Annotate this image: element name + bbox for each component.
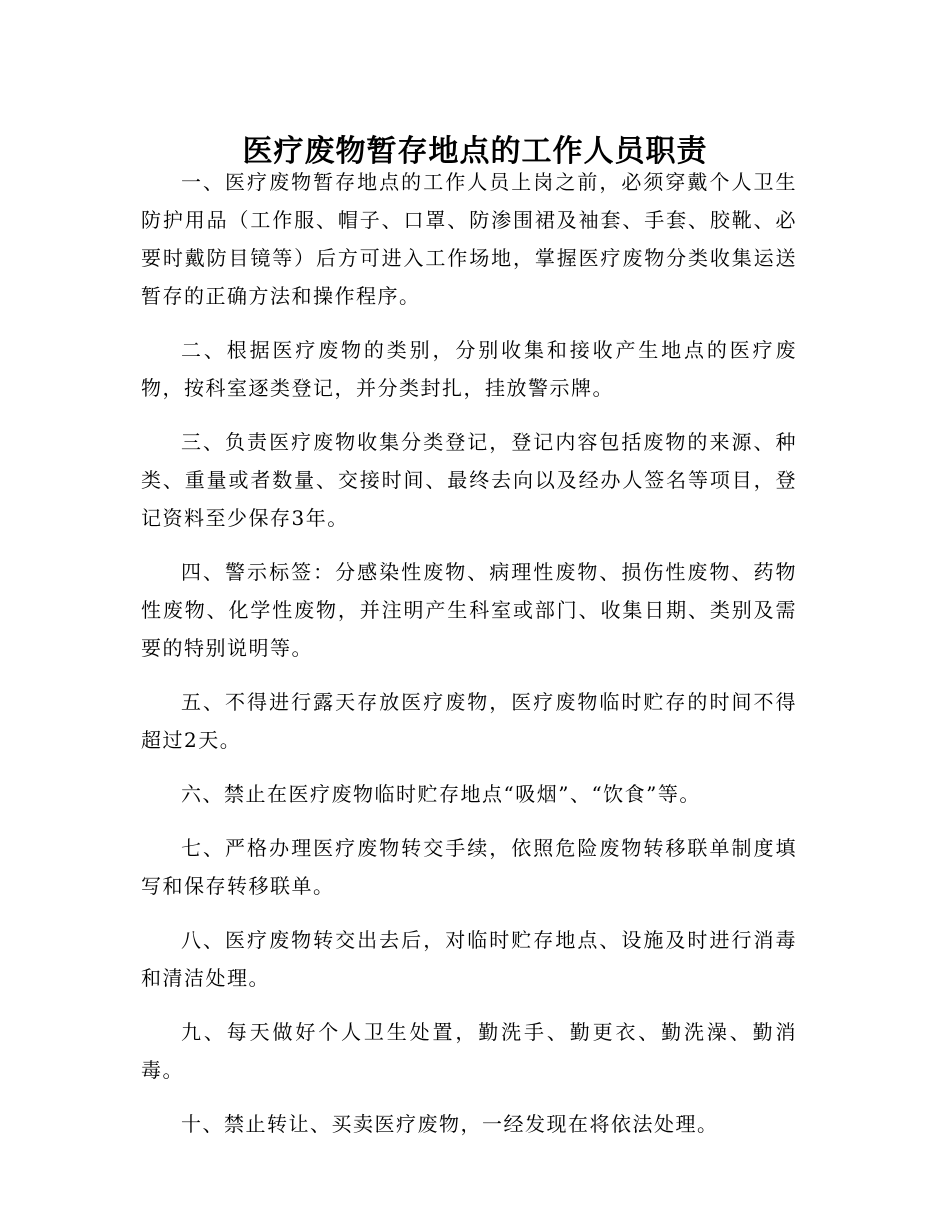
paragraph-5: 五、不得进行露天存放医疗废物，医疗废物临时贮存的时间不得超过2天。	[141, 690, 797, 752]
paragraph-6: 六、禁止在医疗废物临时贮存地点“吸烟”、“饮食”等。	[181, 782, 701, 806]
paragraph-3: 三、负责医疗废物收集分类登记，登记内容包括废物的来源、种类、重量或者数量、交接时间、最终去向以及经办人签名等项目，登记资料至少保存3年。	[141, 430, 797, 530]
paragraph-4: 四、警示标签：分感染性废物、病理性废物、损伤性废物、药物性废物、化学性废物，并注明产生科室或部门、收集日期、类别及需要的特别说明等。	[141, 560, 797, 660]
paragraph-7: 七、严格办理医疗废物转交手续，依照危险废物转移联单制度填写和保存转移联单。	[141, 836, 797, 898]
paragraph-1: 一、医疗废物暂存地点的工作人员上岗之前，必须穿戴个人卫生防护用品（工作服、帽子、口罩、防渗围裙及袖套、手套、胶靴、必要时戴防目镜等）后方可进入工作场地，掌握医疗废物分类收集运送暂存的正确方法和操作程序。	[141, 170, 797, 308]
paragraph-2: 二、根据医疗废物的类别，分别收集和接收产生地点的医疗废物，按科室逐类登记，并分类封扎，挂放警示牌。	[141, 338, 797, 400]
paragraph-9: 九、每天做好个人卫生处置，勤洗手、勤更衣、勤洗澡、勤消毒。	[141, 1020, 797, 1082]
paragraph-10: 十、禁止转让、买卖医疗废物，一经发现在将依法处理。	[181, 1112, 719, 1136]
document-body	[141, 163, 797, 1159]
document-title: 医疗废物暂存地点的工作人员职责	[242, 134, 708, 170]
paragraph-8: 八、医疗废物转交出去后，对临时贮存地点、设施及时进行消毒和清洁处理。	[141, 928, 797, 990]
